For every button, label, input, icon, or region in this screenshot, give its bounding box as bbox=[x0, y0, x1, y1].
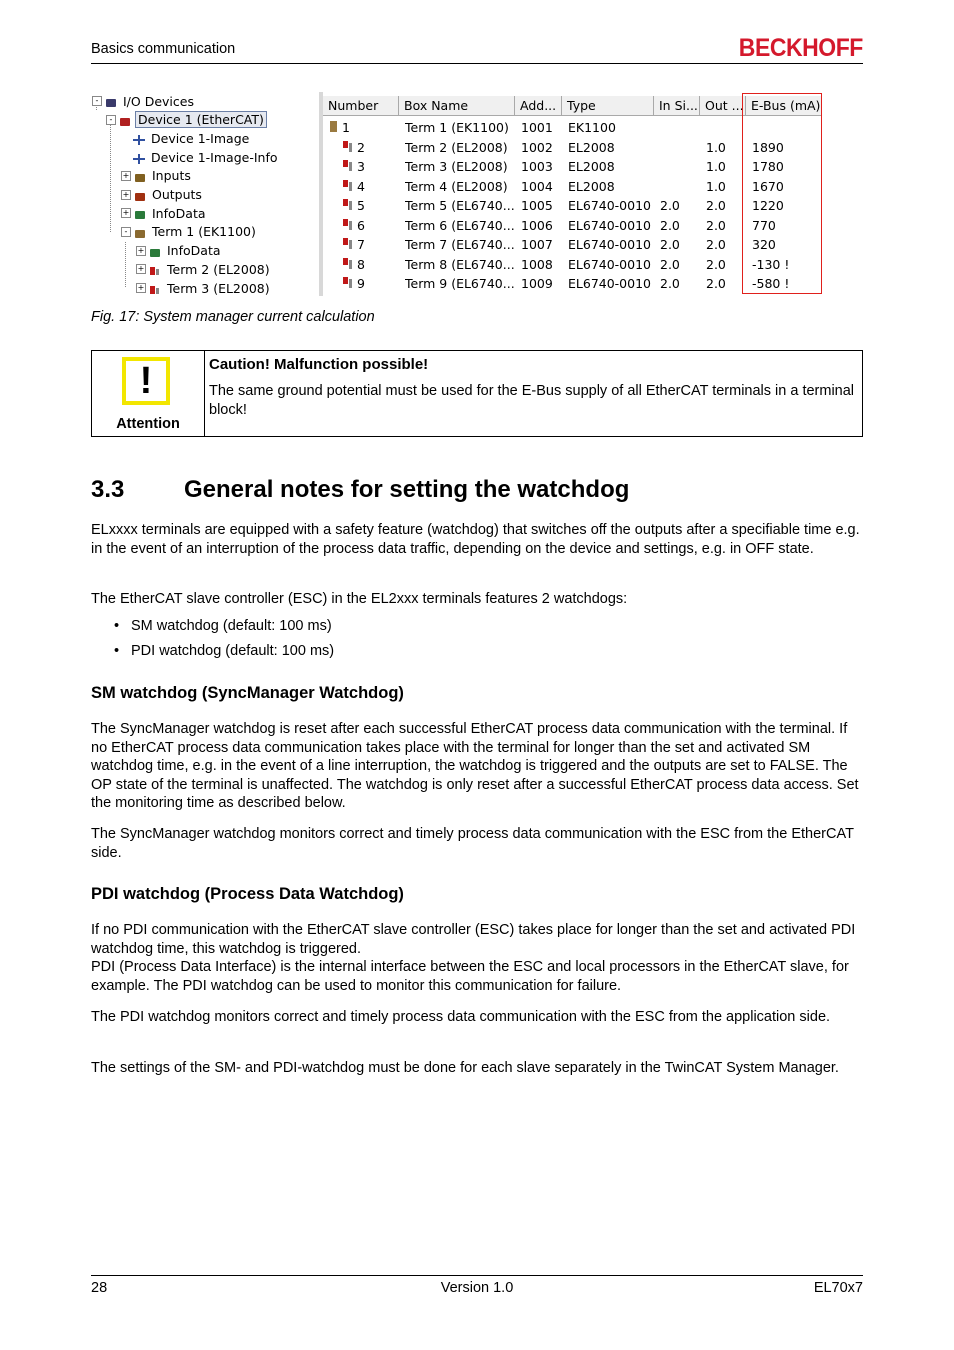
table-cell: 2.0 bbox=[706, 256, 726, 272]
column-header[interactable]: E-Bus (mA) bbox=[746, 96, 822, 116]
tree-node[interactable] bbox=[121, 204, 208, 222]
collapse-icon[interactable]: - bbox=[92, 96, 102, 106]
table-cell: 2.0 bbox=[660, 256, 680, 272]
row-number-cell bbox=[329, 177, 399, 196]
column-header[interactable]: Number bbox=[323, 96, 399, 116]
tree-node-label: InfoData bbox=[152, 205, 206, 221]
table-cell: EL6740-0010 bbox=[568, 198, 651, 213]
table-cell: 2.0 bbox=[706, 198, 726, 213]
expand-icon[interactable]: + bbox=[122, 170, 130, 180]
row-number: 5 bbox=[357, 198, 365, 213]
table-cell: 1001 bbox=[521, 120, 553, 135]
expand-icon[interactable]: + bbox=[122, 189, 130, 199]
expand-icon[interactable]: + bbox=[137, 264, 145, 274]
table-cell: 2.0 bbox=[660, 198, 680, 213]
image-cross-icon bbox=[133, 152, 145, 162]
attention-text: The same ground potential must be used for the E-Bus supply of all EtherCAT terminals in a terminal block! bbox=[209, 383, 855, 418]
tree-node-label: Term 1 (EK1100) bbox=[152, 224, 256, 240]
table-cell: Term 5 (EL6740... bbox=[405, 198, 515, 213]
row-number: 8 bbox=[357, 256, 365, 272]
coupler-icon bbox=[134, 227, 146, 237]
paragraph-pdi-1b: PDI (Process Data Interface) is the internal interface between the ESC and local processors in the EtherCAT slave, for example. The PDI watchdog can be used to monitor this communication for failure. bbox=[91, 959, 849, 994]
tree-node[interactable] bbox=[136, 279, 272, 297]
table-cell bbox=[660, 138, 700, 157]
table-cell: EL2008 bbox=[568, 178, 615, 194]
paragraph-intro: ELxxxx terminals are equipped with a safety feature (watchdog) that switches off the outputs after a specifiable time e.g. in the event of an interruption of the process data traffic, depending on the device and settings, e.g. in OFF state. bbox=[91, 522, 860, 557]
footer-product: EL70x7 bbox=[813, 1280, 863, 1296]
tree-node[interactable] bbox=[121, 186, 204, 204]
table-cell: EL6740-0010 bbox=[568, 256, 651, 272]
tree-node[interactable] bbox=[106, 111, 267, 129]
row-number-cell bbox=[329, 216, 399, 235]
table-cell: EL6740-0010 bbox=[568, 217, 651, 233]
table-cell: 1003 bbox=[521, 159, 553, 174]
terminal-icon bbox=[343, 138, 353, 157]
row-number: 4 bbox=[357, 178, 365, 194]
table-cell: EL2008 bbox=[568, 139, 615, 155]
attention-label: Attention bbox=[116, 416, 180, 432]
paragraph-pdi-1a: If no PDI communication with the EtherCAT slave controller (ESC) takes place for longer than the set and activated PDI watchdog time, this watchdog is triggered. bbox=[91, 922, 856, 957]
tree-node[interactable] bbox=[92, 92, 196, 110]
table-cell: 320 bbox=[752, 237, 776, 252]
inputs-icon bbox=[134, 171, 146, 181]
terminal-table bbox=[319, 92, 829, 296]
section-title: General notes for setting the watchdog bbox=[184, 476, 630, 503]
tree-node-label: Outputs bbox=[152, 187, 202, 202]
row-number-cell bbox=[329, 196, 399, 215]
paragraph-pdi-3: The settings of the SM- and PDI-watchdog must be done for each slave separately in the TwinCAT System Manager. bbox=[91, 1060, 839, 1076]
tree-node-label: I/O Devices bbox=[123, 93, 194, 109]
heading-sm-watchdog: SM watchdog (SyncManager Watchdog) bbox=[91, 684, 404, 702]
row-number-cell bbox=[329, 118, 399, 137]
table-cell: 1670 bbox=[752, 178, 784, 194]
row-number: 9 bbox=[357, 276, 365, 291]
attention-divider bbox=[204, 351, 205, 436]
table-cell: 1008 bbox=[521, 256, 553, 272]
table-cell: 1.0 bbox=[706, 159, 726, 174]
table-cell: 1002 bbox=[521, 139, 553, 155]
column-header[interactable]: Box Name bbox=[399, 96, 515, 116]
table-cell: 1006 bbox=[521, 217, 553, 233]
page-number: 28 bbox=[91, 1280, 108, 1296]
column-header[interactable]: Add... bbox=[515, 96, 562, 116]
row-number-cell bbox=[329, 255, 399, 274]
terminal-icon bbox=[343, 157, 353, 176]
tree-node[interactable] bbox=[136, 242, 223, 260]
row-number: 1 bbox=[342, 120, 350, 135]
terminal-icon bbox=[343, 216, 353, 235]
ebus-highlight-box bbox=[742, 93, 822, 294]
table-cell: 1780 bbox=[752, 159, 784, 174]
tree-node-label: Device 1 (EtherCAT) bbox=[135, 111, 267, 128]
table-cell: EL2008 bbox=[568, 159, 615, 174]
figure-caption: Fig. 17: System manager current calculation bbox=[91, 309, 375, 325]
beckhoff-logo: BECKHOFF bbox=[738, 34, 863, 62]
tree-node-label: Term 2 (EL2008) bbox=[167, 261, 270, 277]
column-header[interactable]: Out ... bbox=[700, 96, 746, 116]
row-number: 3 bbox=[357, 159, 365, 174]
terminal-icon bbox=[343, 255, 353, 274]
terminal-icon bbox=[343, 274, 353, 293]
footer-rule bbox=[91, 1275, 863, 1276]
table-cell: Term 3 (EL2008) bbox=[405, 159, 508, 174]
row-number-cell bbox=[329, 235, 399, 254]
tree-node-label: InfoData bbox=[167, 243, 221, 259]
table-cell bbox=[660, 177, 700, 196]
table-cell: EL6740-0010 bbox=[568, 237, 651, 252]
table-cell: Term 7 (EL6740... bbox=[405, 237, 515, 252]
tree-node-label: Device 1-Image-Info bbox=[151, 149, 278, 165]
table-cell: 1005 bbox=[521, 198, 553, 213]
terminal-icon bbox=[149, 264, 161, 274]
coupler-icon bbox=[329, 118, 338, 137]
column-header[interactable]: In Si... bbox=[654, 96, 700, 116]
outputs-icon bbox=[134, 190, 146, 200]
table-cell: 2.0 bbox=[660, 217, 680, 233]
table-cell: Term 6 (EL6740... bbox=[405, 217, 515, 233]
terminal-icon bbox=[343, 196, 353, 215]
header-rule bbox=[91, 63, 863, 64]
attention-box bbox=[91, 350, 863, 437]
tree-node-label: Inputs bbox=[152, 168, 191, 184]
expand-icon[interactable]: + bbox=[137, 245, 145, 255]
row-number-cell bbox=[329, 157, 399, 176]
table-cell: Term 8 (EL6740... bbox=[405, 256, 515, 272]
tree-node[interactable] bbox=[121, 129, 251, 147]
tree-node[interactable] bbox=[121, 223, 258, 241]
section-number: 3.3 bbox=[91, 476, 125, 503]
paragraph-sm-1: The SyncManager watchdog is reset after each successful EtherCAT process data communication with the terminal. If no EtherCAT process data communication takes place with the terminal for longer than the set and activated SM watchdog time, e.g. in the event of a line interruption, the watchdog is triggered and the outputs are set to FALSE. The OP state of the terminal is unaffected. The watchdog is only reset after a successful EtherCAT process data access. Set the monitoring time as described below. bbox=[91, 721, 859, 811]
paragraph-watchdogs: The EtherCAT slave controller (ESC) in the EL2xxx terminals features 2 watchdogs: bbox=[91, 591, 628, 607]
image-cross-icon bbox=[133, 133, 145, 143]
table-cell: -580 ! bbox=[752, 276, 790, 291]
table-cell: EL6740-0010 bbox=[568, 276, 651, 291]
terminal-icon bbox=[343, 235, 353, 254]
table-cell: 1.0 bbox=[706, 178, 726, 194]
io-device-tree bbox=[90, 92, 315, 296]
table-cell: 1004 bbox=[521, 178, 553, 194]
table-cell: 1.0 bbox=[706, 139, 726, 155]
table-cell: 1009 bbox=[521, 276, 553, 291]
tree-connector-line bbox=[125, 242, 126, 287]
terminal-icon bbox=[343, 177, 353, 196]
table-cell: 2.0 bbox=[660, 276, 680, 291]
table-cell: 2.0 bbox=[706, 237, 726, 252]
tree-node[interactable] bbox=[136, 260, 272, 278]
ethercat-device-icon bbox=[119, 115, 131, 125]
table-cell: Term 4 (EL2008) bbox=[405, 178, 508, 194]
row-number: 2 bbox=[357, 139, 365, 155]
footer-version: Version 1.0 bbox=[440, 1280, 514, 1296]
table-cell: Term 2 (EL2008) bbox=[405, 139, 508, 155]
tree-node[interactable] bbox=[121, 167, 193, 185]
infodata-icon bbox=[134, 208, 146, 218]
grid-left-bar bbox=[319, 92, 323, 296]
table-cell: 1007 bbox=[521, 237, 553, 252]
table-cell: EK1100 bbox=[568, 120, 616, 135]
attention-title: Caution! Malfunction possible! bbox=[209, 356, 429, 373]
table-cell bbox=[706, 118, 746, 137]
table-cell: 1220 bbox=[752, 198, 784, 213]
tree-node[interactable] bbox=[121, 148, 280, 166]
header-section-title: Basics communication bbox=[91, 41, 236, 57]
table-cell: Term 9 (EL6740... bbox=[405, 276, 515, 291]
table-cell: 2.0 bbox=[706, 276, 726, 291]
paragraph-sm-2: The SyncManager watchdog monitors correct and timely process data communication with the ESC from the EtherCAT side. bbox=[91, 826, 854, 861]
tree-node-label: Term 3 (EL2008) bbox=[167, 280, 270, 296]
tree-node-label: Device 1-Image bbox=[151, 130, 250, 146]
collapse-icon[interactable]: - bbox=[121, 227, 131, 237]
table-cell bbox=[660, 118, 700, 137]
infodata-icon bbox=[149, 246, 161, 256]
table-cell bbox=[660, 157, 700, 176]
io-devices-icon bbox=[105, 96, 117, 106]
table-cell: 1890 bbox=[752, 139, 784, 155]
expand-icon[interactable]: + bbox=[122, 208, 130, 218]
expand-icon[interactable]: + bbox=[137, 283, 145, 292]
collapse-icon[interactable]: - bbox=[106, 115, 116, 125]
table-cell: 2.0 bbox=[660, 237, 680, 252]
table-cell: 770 bbox=[752, 217, 776, 233]
row-number: 7 bbox=[357, 237, 365, 252]
column-header[interactable]: Type bbox=[562, 96, 654, 116]
warning-exclamation-icon: ! bbox=[122, 357, 170, 405]
paragraph-pdi-2: The PDI watchdog monitors correct and timely process data communication with the ESC from the application side. bbox=[91, 1009, 831, 1025]
row-number-cell bbox=[329, 274, 399, 293]
terminal-icon bbox=[149, 283, 161, 293]
table-cell: -130 ! bbox=[752, 256, 790, 272]
row-number: 6 bbox=[357, 217, 365, 233]
tree-connector-line bbox=[110, 120, 111, 232]
table-cell: Term 1 (EK1100) bbox=[405, 120, 509, 135]
heading-pdi-watchdog: PDI watchdog (Process Data Watchdog) bbox=[91, 885, 404, 903]
table-cell: 2.0 bbox=[706, 217, 726, 233]
row-number-cell bbox=[329, 138, 399, 157]
